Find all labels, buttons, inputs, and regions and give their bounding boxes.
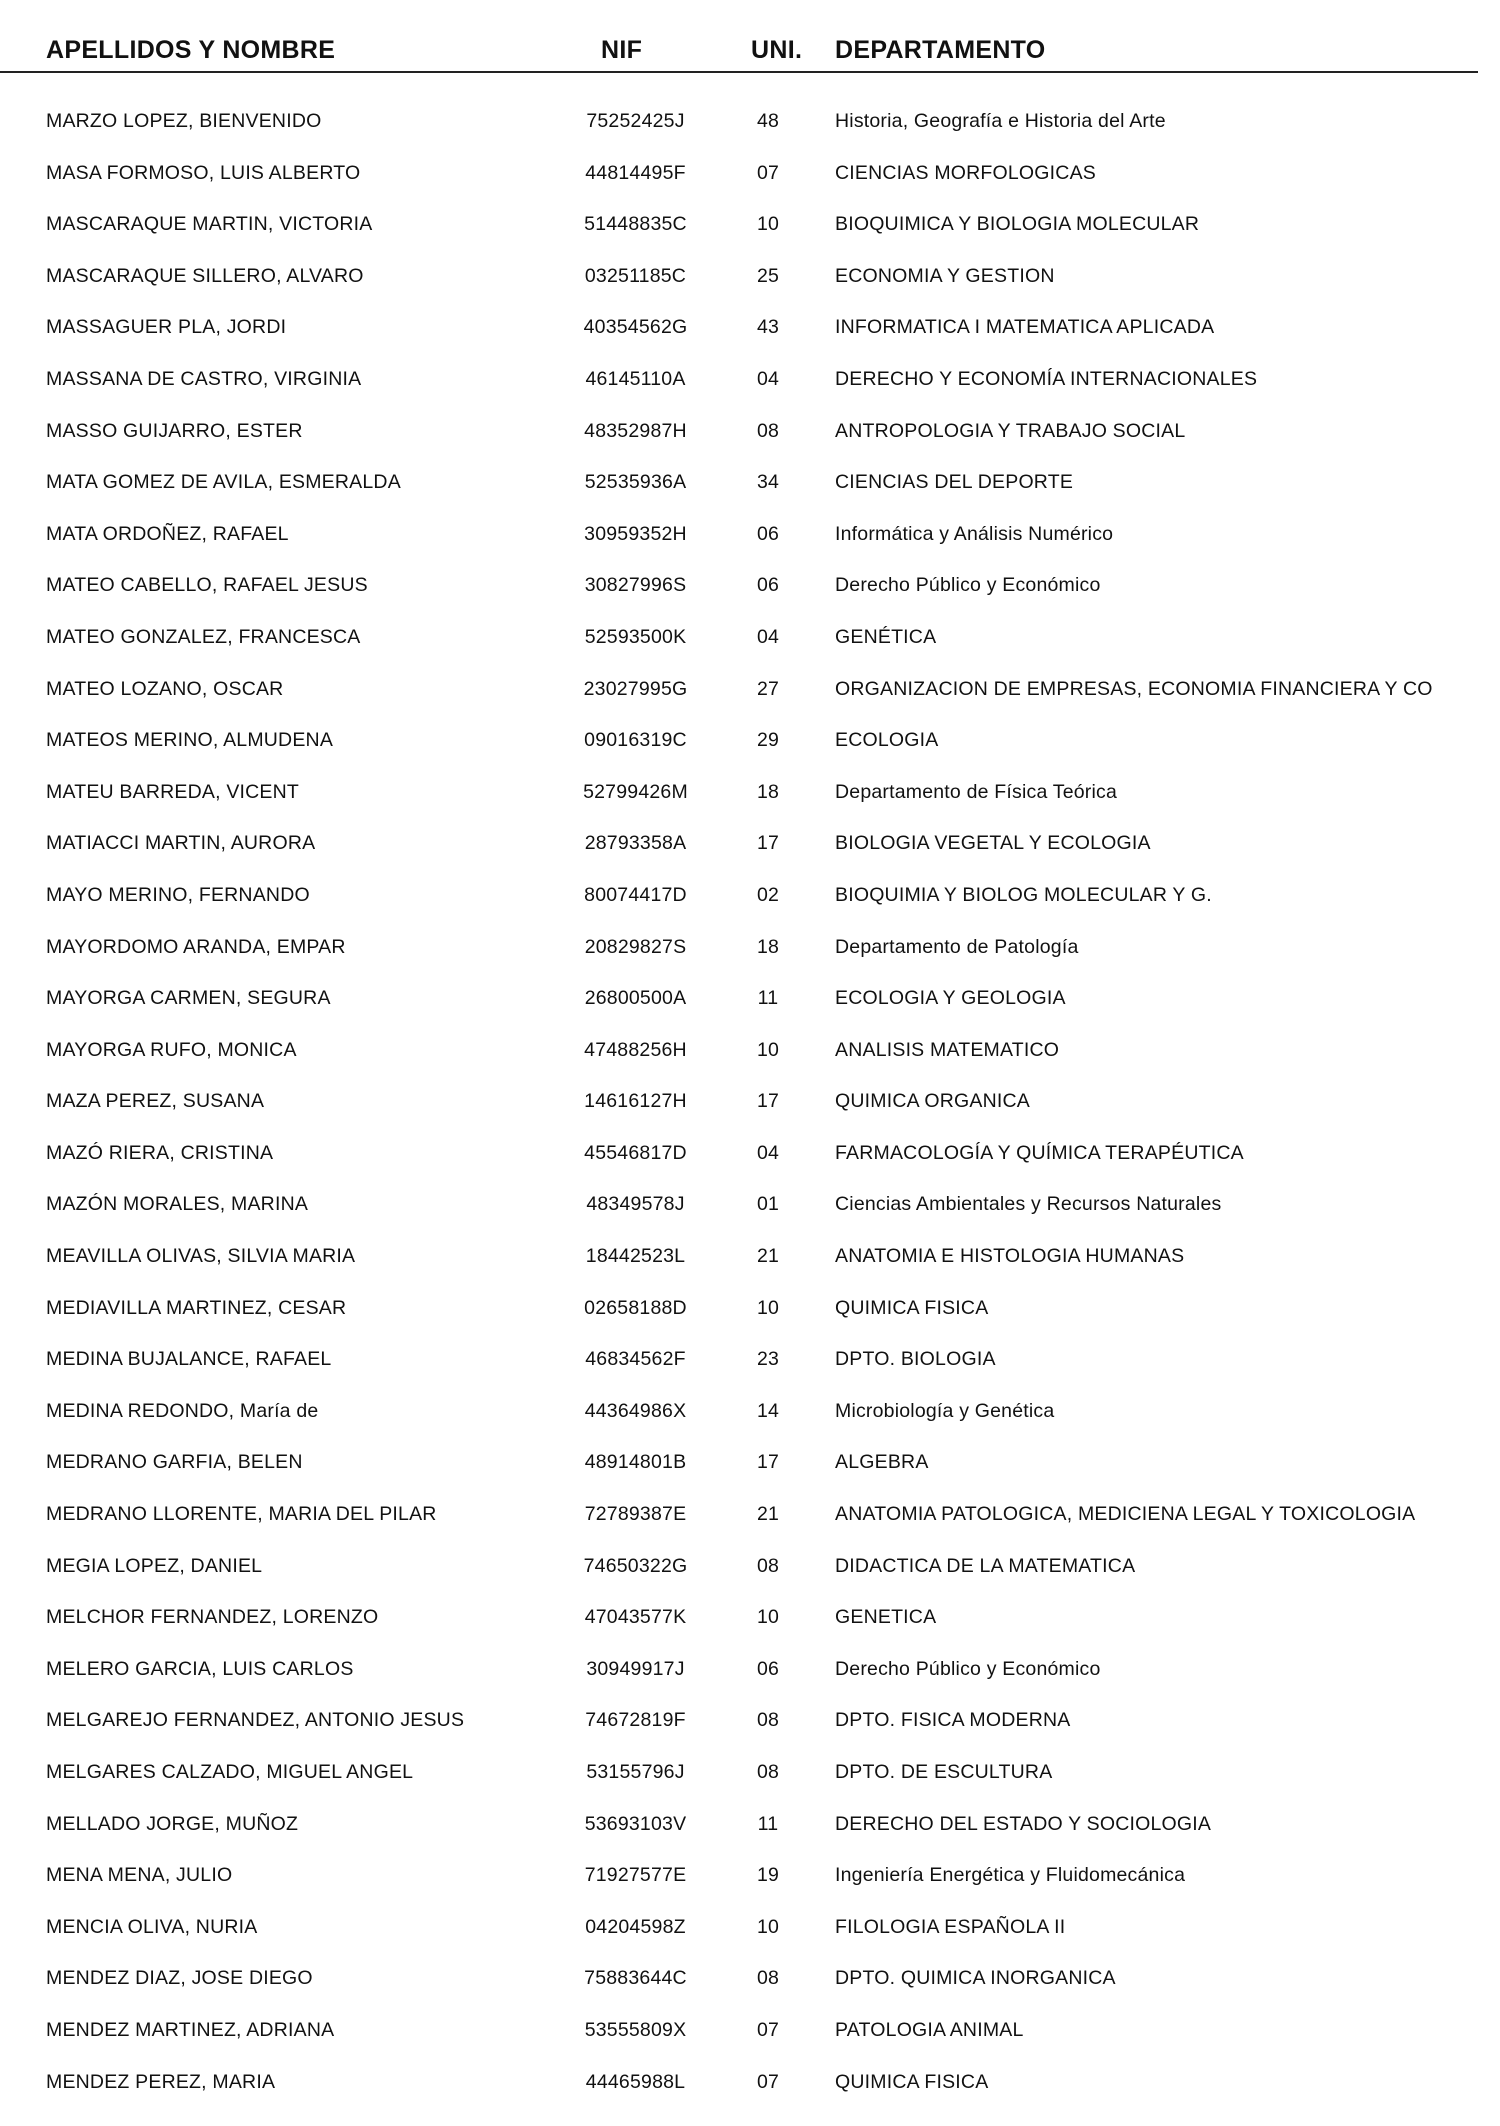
column-header-uni: UNI. — [751, 36, 803, 64]
row-uni: 17 — [756, 1451, 780, 1474]
table-row — [0, 1803, 1500, 1855]
row-name: MAZÓN MORALES, MARINA — [46, 1193, 309, 1216]
row-department: BIOQUIMICA Y BIOLOGIA MOLECULAR — [835, 213, 1200, 236]
row-department: CIENCIAS DEL DEPORTE — [835, 471, 1074, 494]
table-row — [0, 513, 1500, 565]
table-row — [0, 822, 1500, 874]
header-divider — [0, 71, 1478, 73]
row-nif: 51448835C — [584, 213, 687, 236]
row-uni: 14 — [756, 1399, 780, 1422]
row-uni: 02 — [756, 883, 780, 906]
row-department: GENÉTICA — [835, 625, 937, 648]
row-name: MEDIAVILLA MARTINEZ, CESAR — [46, 1296, 347, 1319]
row-uni: 06 — [756, 1657, 780, 1680]
table-row — [0, 668, 1500, 720]
row-department: BIOLOGIA VEGETAL Y ECOLOGIA — [835, 832, 1151, 855]
column-header-nif: NIF — [601, 36, 643, 64]
row-nif: 52799426M — [583, 780, 688, 803]
row-uni: 07 — [756, 2018, 780, 2041]
table-row — [0, 564, 1500, 616]
row-nif: 46834562F — [585, 1348, 686, 1371]
row-uni: 08 — [756, 1761, 780, 1783]
row-department: ORGANIZACION DE EMPRESAS, ECONOMIA FINANCIERA Y CO — [835, 677, 1433, 700]
row-name: MATA GOMEZ DE AVILA, ESMERALDA — [46, 471, 401, 494]
row-name: MELLADO JORGE, MUÑOZ — [46, 1812, 299, 1835]
table-row — [0, 1441, 1500, 1493]
table-row — [0, 1957, 1500, 2009]
row-nif: 04204598Z — [585, 1915, 686, 1938]
row-department: QUIMICA FISICA — [835, 1296, 989, 1319]
row-department: FARMACOLOGÍA Y QUÍMICA TERAPÉUTICA — [835, 1141, 1244, 1164]
row-department: ECONOMIA Y GESTION — [835, 264, 1055, 287]
row-name: MATA ORDOÑEZ, RAFAEL — [46, 522, 289, 545]
table-row — [0, 461, 1500, 513]
row-name: MASSAGUER PLA, JORDI — [46, 316, 287, 339]
row-name: MASSO GUIJARRO, ESTER — [46, 419, 303, 442]
table-row — [0, 1287, 1500, 1339]
row-uni: 48 — [756, 110, 780, 132]
row-uni: 25 — [756, 264, 780, 287]
table-row — [0, 1132, 1500, 1184]
row-name: MELGAREJO FERNANDEZ, ANTONIO JESUS — [46, 1709, 465, 1732]
table-row — [0, 203, 1500, 255]
row-department: FILOLOGIA ESPAÑOLA II — [835, 1915, 1066, 1938]
row-name: MASCARAQUE SILLERO, ALVARO — [46, 264, 364, 287]
row-name: MEDRANO LLORENTE, MARIA DEL PILAR — [46, 1503, 437, 1526]
row-nif: 53555809X — [584, 2018, 687, 2041]
row-name: MEGIA LOPEZ, DANIEL — [46, 1554, 263, 1577]
row-nif: 26800500A — [584, 987, 687, 1010]
table-row — [0, 1854, 1500, 1906]
row-nif: 30959352H — [584, 522, 687, 545]
row-department: DPTO. BIOLOGIA — [835, 1348, 996, 1371]
table-row — [0, 1751, 1500, 1803]
row-department: Derecho Público y Económico — [835, 1657, 1101, 1680]
column-header-department: DEPARTAMENTO — [835, 36, 1046, 64]
row-department: Departamento de Física Teórica — [835, 780, 1118, 803]
row-nif: 44814495F — [585, 161, 686, 184]
row-uni: 11 — [757, 1812, 779, 1835]
row-uni: 10 — [756, 1606, 780, 1629]
row-department: PATOLOGIA ANIMAL — [835, 2018, 1024, 2041]
table-row — [0, 2061, 1500, 2113]
row-department: DIDACTICA DE LA MATEMATICA — [835, 1554, 1136, 1577]
row-uni: 10 — [756, 1038, 780, 1061]
row-nif: 44465988L — [585, 2070, 686, 2093]
row-nif: 75252425J — [586, 110, 685, 132]
row-uni: 08 — [756, 1554, 780, 1577]
table-row — [0, 926, 1500, 978]
row-nif: 71927577E — [584, 1864, 687, 1887]
row-name: MENDEZ MARTINEZ, ADRIANA — [46, 2018, 335, 2041]
row-nif: 03251185C — [584, 264, 687, 287]
row-uni: 19 — [756, 1864, 780, 1887]
row-name: MENDEZ DIAZ, JOSE DIEGO — [46, 1967, 313, 1990]
row-uni: 21 — [756, 1503, 780, 1526]
row-nif: 14616127H — [584, 1090, 687, 1113]
row-name: MELERO GARCIA, LUIS CARLOS — [46, 1657, 354, 1680]
row-nif: 09016319C — [584, 729, 687, 752]
row-department: Derecho Público y Económico — [835, 574, 1101, 597]
table-row — [0, 1235, 1500, 1287]
row-department: CIENCIAS MORFOLOGICAS — [835, 161, 1096, 184]
row-name: MAYORGA RUFO, MONICA — [46, 1038, 297, 1061]
row-uni: 10 — [756, 213, 780, 236]
row-uni: 17 — [756, 832, 780, 855]
row-department: QUIMICA ORGANICA — [835, 1090, 1030, 1113]
row-department: DPTO. FISICA MODERNA — [835, 1709, 1071, 1732]
row-department: INFORMATICA I MATEMATICA APLICADA — [835, 316, 1215, 339]
row-department: DERECHO Y ECONOMÍA INTERNACIONALES — [835, 367, 1258, 390]
row-department: ANATOMIA PATOLOGICA, MEDICIENA LEGAL Y TOXICOLOGIA — [835, 1503, 1416, 1526]
table-row — [0, 100, 1500, 152]
row-name: MASA FORMOSO, LUIS ALBERTO — [46, 161, 361, 184]
table-row — [0, 152, 1500, 204]
row-uni: 10 — [756, 1915, 780, 1938]
table-row — [0, 1029, 1500, 1081]
row-uni: 07 — [756, 2070, 780, 2093]
row-name: MASSANA DE CASTRO, VIRGINIA — [46, 367, 362, 390]
row-name: MASCARAQUE MARTIN, VICTORIA — [46, 213, 373, 236]
row-department: QUIMICA FISICA — [835, 2070, 989, 2093]
row-name: MENDEZ PEREZ, MARIA — [46, 2070, 276, 2093]
table-header — [0, 0, 1500, 80]
row-department: Informática y Análisis Numérico — [835, 522, 1114, 545]
row-uni: 18 — [756, 780, 780, 803]
table-row — [0, 719, 1500, 771]
row-name: MARZO LOPEZ, BIENVENIDO — [46, 110, 322, 132]
row-name: MENA MENA, JULIO — [46, 1864, 233, 1887]
table-row — [0, 1699, 1500, 1751]
row-name: MATIACCI MARTIN, AURORA — [46, 832, 316, 855]
row-department: Historia, Geografía e Historia del Arte — [835, 110, 1166, 132]
row-uni: 08 — [756, 419, 780, 442]
row-department: ALGEBRA — [835, 1451, 929, 1474]
row-uni: 04 — [756, 625, 780, 648]
row-name: MAYO MERINO, FERNANDO — [46, 883, 310, 906]
table-row — [0, 1080, 1500, 1132]
row-department: Microbiología y Genética — [835, 1399, 1055, 1422]
row-name: MENCIA OLIVA, NURIA — [46, 1915, 258, 1938]
column-header-name: APELLIDOS Y NOMBRE — [46, 36, 336, 64]
table-row — [0, 1183, 1500, 1235]
row-name: MATEOS MERINO, ALMUDENA — [46, 729, 334, 752]
row-uni: 08 — [756, 1709, 780, 1732]
table-row — [0, 1906, 1500, 1958]
row-nif: 47488256H — [584, 1038, 687, 1061]
row-uni: 10 — [756, 1296, 780, 1319]
row-name: MAYORDOMO ARANDA, EMPAR — [46, 935, 346, 958]
row-nif: 23027995G — [583, 677, 688, 700]
table-row — [0, 1338, 1500, 1390]
row-name: MAZÓ RIERA, CRISTINA — [46, 1141, 274, 1164]
row-name: MEAVILLA OLIVAS, SILVIA MARIA — [46, 1245, 356, 1268]
table-row — [0, 410, 1500, 462]
row-name: MEDINA BUJALANCE, RAFAEL — [46, 1348, 332, 1371]
table-row — [0, 1493, 1500, 1545]
row-name: MELGARES CALZADO, MIGUEL ANGEL — [46, 1761, 414, 1783]
row-uni: 18 — [756, 935, 780, 958]
row-nif: 48349578J — [586, 1193, 685, 1216]
row-nif: 44364986X — [584, 1399, 687, 1422]
row-nif: 40354562G — [583, 316, 688, 339]
row-nif: 47043577K — [584, 1606, 687, 1629]
row-uni: 11 — [757, 987, 779, 1010]
row-nif: 02658188D — [584, 1296, 687, 1319]
row-nif: 48352987H — [584, 419, 687, 442]
row-uni: 21 — [756, 1245, 780, 1268]
row-name: MAYORGA CARMEN, SEGURA — [46, 987, 331, 1010]
row-department: Ingeniería Energética y Fluidomecánica — [835, 1864, 1186, 1887]
row-nif: 18442523L — [585, 1245, 686, 1268]
row-nif: 48914801B — [584, 1451, 687, 1474]
row-department: ANALISIS MATEMATICO — [835, 1038, 1060, 1061]
table-row — [0, 358, 1500, 410]
row-uni: 43 — [756, 316, 780, 339]
row-nif: 52535936A — [584, 471, 687, 494]
row-uni: 04 — [756, 1141, 780, 1164]
row-name: MATEO LOZANO, OSCAR — [46, 677, 284, 700]
row-uni: 23 — [756, 1348, 780, 1371]
row-nif: 52593500K — [584, 625, 687, 648]
row-name: MATEU BARREDA, VICENT — [46, 780, 300, 803]
row-uni: 06 — [756, 522, 780, 545]
row-name: MATEO CABELLO, RAFAEL JESUS — [46, 574, 368, 597]
table-row — [0, 977, 1500, 1029]
row-nif: 46145110A — [585, 367, 686, 390]
row-uni: 06 — [756, 574, 780, 597]
row-nif: 30827996S — [584, 574, 687, 597]
row-uni: 01 — [756, 1193, 780, 1216]
row-nif: 72789387E — [584, 1503, 687, 1526]
row-nif: 74672819F — [585, 1709, 686, 1732]
row-nif: 80074417D — [584, 883, 687, 906]
table-body — [0, 100, 1500, 2112]
row-nif: 45546817D — [584, 1141, 687, 1164]
row-nif: 28793358A — [584, 832, 687, 855]
row-department: ANTROPOLOGIA Y TRABAJO SOCIAL — [835, 419, 1186, 442]
row-department: Departamento de Patología — [835, 935, 1079, 958]
row-uni: 17 — [756, 1090, 780, 1113]
table-row — [0, 874, 1500, 926]
row-name: MATEO GONZALEZ, FRANCESCA — [46, 625, 361, 648]
table-row — [0, 255, 1500, 307]
table-row — [0, 616, 1500, 668]
row-department: DPTO. DE ESCULTURA — [835, 1761, 1053, 1783]
row-uni: 08 — [756, 1967, 780, 1990]
row-department: Ciencias Ambientales y Recursos Naturales — [835, 1193, 1222, 1216]
row-uni: 07 — [756, 161, 780, 184]
row-nif: 30949917J — [586, 1657, 685, 1680]
table-row — [0, 1545, 1500, 1597]
row-nif: 53693103V — [584, 1812, 687, 1835]
row-name: MELCHOR FERNANDEZ, LORENZO — [46, 1606, 379, 1629]
row-uni: 04 — [756, 367, 780, 390]
row-name: MEDINA REDONDO, María de — [46, 1399, 319, 1422]
table-row — [0, 306, 1500, 358]
row-name: MAZA PEREZ, SUSANA — [46, 1090, 265, 1113]
row-nif: 53155796J — [586, 1761, 685, 1783]
row-nif: 74650322G — [583, 1554, 688, 1577]
row-name: MEDRANO GARFIA, BELEN — [46, 1451, 303, 1474]
row-department: DERECHO DEL ESTADO Y SOCIOLOGIA — [835, 1812, 1212, 1835]
table-row — [0, 1648, 1500, 1700]
row-nif: 20829827S — [584, 935, 687, 958]
table-row — [0, 771, 1500, 823]
row-uni: 29 — [756, 729, 780, 752]
row-uni: 27 — [756, 677, 780, 700]
row-department: ECOLOGIA — [835, 729, 939, 752]
row-department: ECOLOGIA Y GEOLOGIA — [835, 987, 1066, 1010]
row-department: DPTO. QUIMICA INORGANICA — [835, 1967, 1116, 1990]
row-nif: 75883644C — [584, 1967, 687, 1990]
table-row — [0, 1390, 1500, 1442]
table-row — [0, 1596, 1500, 1648]
row-uni: 34 — [756, 471, 780, 494]
table-row — [0, 2009, 1500, 2061]
row-department: BIOQUIMIA Y BIOLOG MOLECULAR Y G. — [835, 883, 1212, 906]
row-department: ANATOMIA E HISTOLOGIA HUMANAS — [835, 1245, 1185, 1268]
row-department: GENETICA — [835, 1606, 937, 1629]
